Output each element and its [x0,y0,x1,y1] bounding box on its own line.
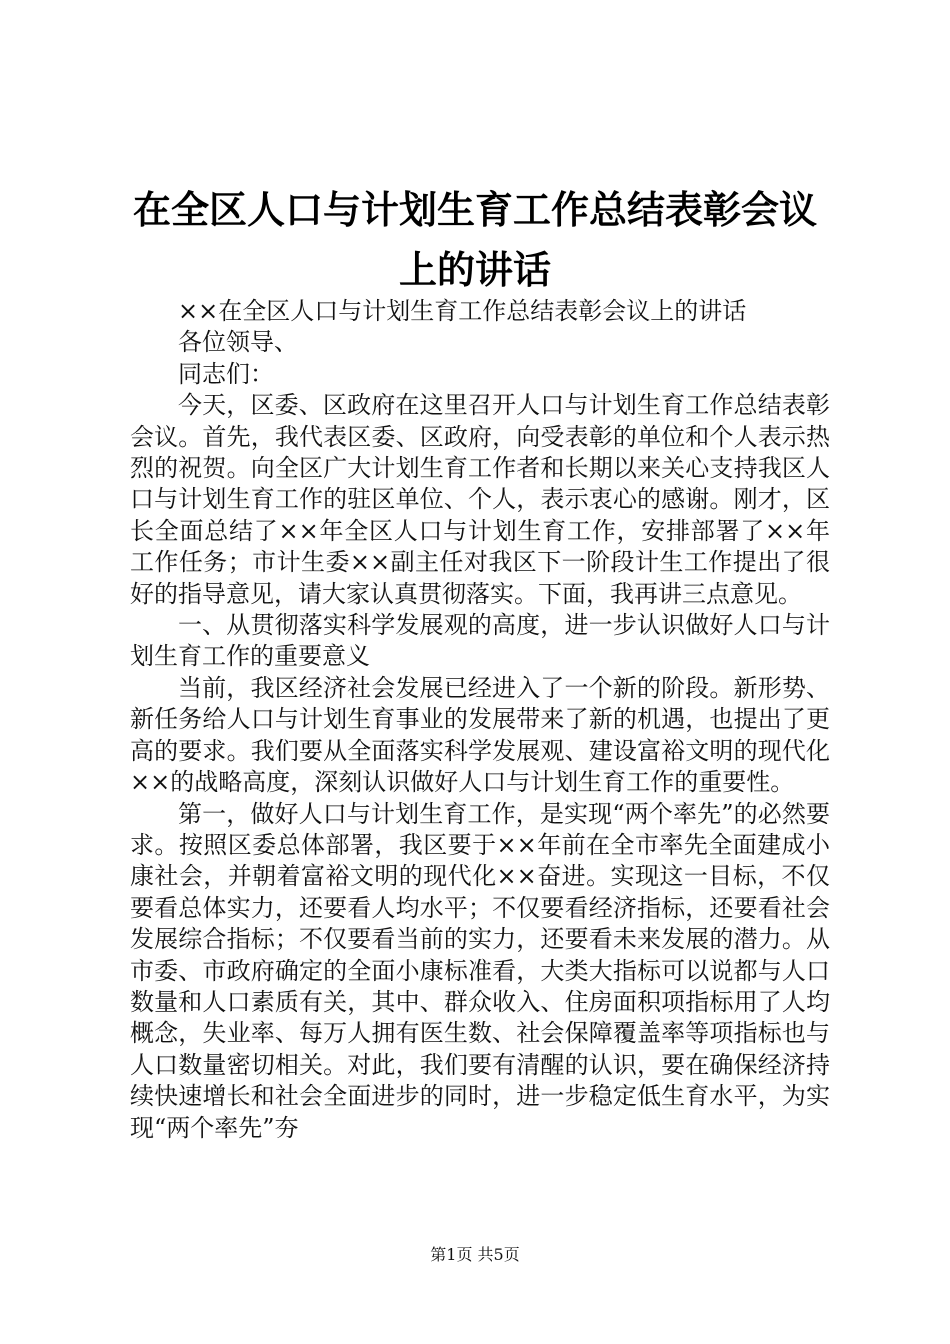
section-heading-one: 一、从贯彻落实科学发展观的高度，进一步认识做好人口与计划生育工作的重要意义 [130,611,830,671]
document-title: 在全区人口与计划生育工作总结表彰会议上的讲话 [132,188,817,292]
paragraph-first-point: 第一，做好人口与计划生育工作，是实现“两个率先”的必然要求。按照区委总体部署，我区要于××年前在全市率先全面建成小康社会，并朝着富裕文明的现代化××奋进。实现这一目标，不仅要看总体实力，还要看人均水平；不仅要看经济指标，还要看社会发展综合指标；不仅要看当前的实力，还要看未来发展的潜力。从市委、市政府确定的全面小康标准看，大类大指标可以说都与人口数量和人口素质有关，其中、群众收入、住房面积项指标用了人均概念，失业率、每万人拥有医生数、社会保障覆盖率等项指标也与人口数量密切相关。对此，我们要有清醒的认识，要在确保经济持续快速增长和社会全面进步的同时，进一步稳定低生育水平，为实现“两个率先”夯 [130,799,830,1142]
paragraph-opening: 今天，区委、区政府在这里召开人口与计划生育工作总结表彰会议。首先，我代表区委、区政府，向受表彰的单位和个人表示热烈的祝贺。向全区广大计划生育工作者和长期以来关心支持我区人口与计划生育工作的驻区单位、个人，表示衷心的感谢。刚才，区长全面总结了××年全区人口与计划生育工作，安排部署了××年工作任务；市计生委××副主任对我区下一阶段计生工作提出了很好的指导意见，请大家认真贯彻落实。下面，我再讲三点意见。 [130,391,830,608]
salutation-leaders: 各位领导、 [178,328,298,357]
salutation-comrades: 同志们： [178,359,274,388]
speech-heading-line: ××在全区人口与计划生育工作总结表彰会议上的讲话 [178,297,747,325]
page-number-footer: 第1页 共5页 [430,1245,520,1264]
document-body [130,296,830,1144]
paragraph-current-situation: 当前，我区经济社会发展已经进入了一个新的阶段。新形势、新任务给人口与计划生育事业的发展带来了新的机遇，也提出了更高的要求。我们要从全面落实科学发展观、建设富裕文明的现代化××的战略高度，深刻认识做好人口与计划生育工作的重要性。 [130,673,830,797]
